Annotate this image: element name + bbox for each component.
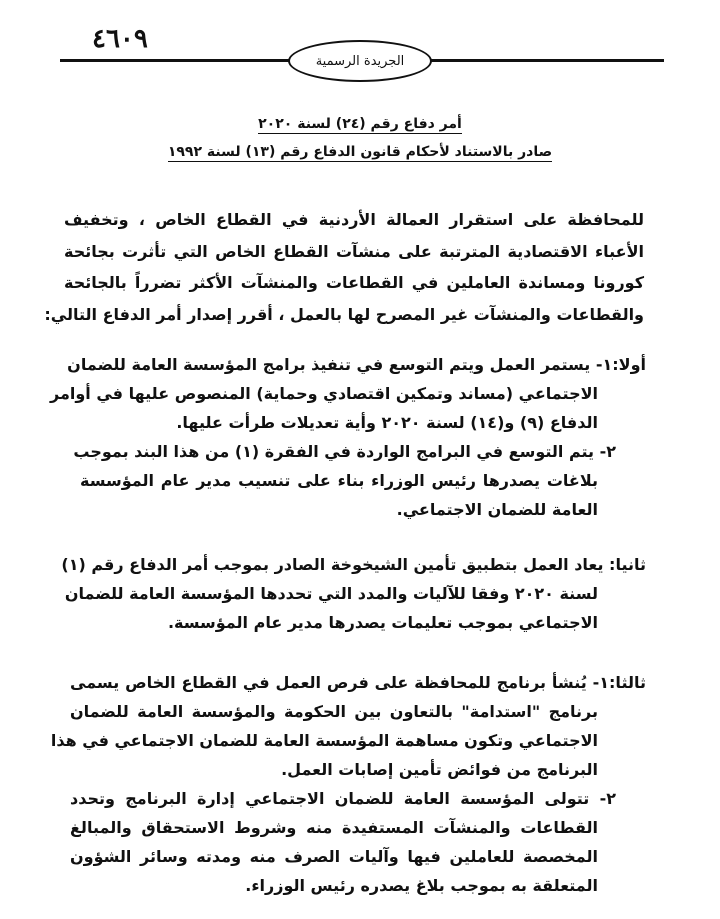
preamble-line: الأعباء الاقتصادية المترتبة على منشآت القطاع الخاص التي تأثرت بجائحة	[64, 241, 644, 261]
clause-second	[61, 550, 646, 637]
clause-line: الاجتماعي بموجب تعليمات يصدرها مدير عام المؤسسة.	[167, 613, 598, 632]
clause-line: بلاغات يصدرها رئيس الوزراء بناء على تنسيب مدير عام المؤسسة	[80, 471, 598, 490]
preamble-line: والقطاعات والمنشآت غير المصرح لها بالعمل ، أقرر إصدار أمر الدفاع التالي:	[44, 304, 644, 324]
clause-line: ٢- يتم التوسع في البرامج الواردة في الفقرة (١) من هذا البند بموجب	[73, 442, 616, 461]
preamble	[44, 204, 644, 330]
clause-line: الدفاع (٩) و(١٤) لسنة ٢٠٢٠ وأية تعديلات طرأت عليها.	[176, 413, 598, 432]
clause-line: البرنامج من فوائض تأمين إصابات العمل.	[281, 760, 598, 779]
page-number: ٤٦٠٩	[92, 24, 148, 54]
clause-line: ثانيا: يعاد العمل بتطبيق تأمين الشيخوخة الصادر بموجب أمر الدفاع رقم (١)	[61, 555, 646, 574]
clause-line: المتعلقة به بموجب بلاغ يصدره رئيس الوزراء.	[245, 876, 598, 895]
clause-third	[50, 668, 646, 900]
order-subtitle: صادر بالاستناد لأحكام قانون الدفاع رقم (١٣) لسنة ١٩٩٢	[167, 144, 553, 160]
preamble-line: للمحافظة على استقرار العمالة الأردنية في القطاع الخاص ، وتخفيف	[64, 210, 644, 229]
clause-line: الاجتماعي (مساند وتمكين اقتصادي وحماية) المنصوص عليها في أوامر	[50, 384, 598, 403]
clause-line: ٢- تتولى المؤسسة العامة للضمان الاجتماعي إدارة البرنامج وتحدد	[70, 789, 616, 808]
clause-line: العامة للضمان الاجتماعي.	[396, 500, 598, 519]
publication-name: الجريدة الرسمية	[315, 53, 405, 69]
clause-first	[50, 350, 646, 524]
clause-line: ثالثا:١- يُنشأ برنامج للمحافظة على فرص العمل في القطاع الخاص يسمى	[70, 673, 646, 692]
order-title: أمر دفاع رقم (٢٤) لسنة ٢٠٢٠	[258, 116, 462, 132]
clause-line: لسنة ٢٠٢٠ وفقا للآليات والمدد التي تحددها المؤسسة العامة للضمان	[64, 584, 598, 603]
preamble-line: كورونا ومساندة العاملين في القطاعات والمنشآت الأكثر تضرراً بالجائحة	[64, 273, 644, 292]
clause-line: الاجتماعي وتكون مساهمة المؤسسة العامة للضمان الاجتماعي في هذا	[50, 731, 598, 750]
clause-line: المخصصة للعاملين فيها وآليات الصرف منه ومدته وسائر الشؤون	[70, 847, 598, 866]
clause-line: أولا:١- يستمر العمل ويتم التوسع في تنفيذ برامج المؤسسة العامة للضمان	[67, 355, 646, 374]
publication-emblem	[288, 40, 432, 82]
clause-line: القطاعات والمنشآت المستفيدة منه وشروط الاستحقاق والمبالغ	[70, 818, 598, 837]
clause-line: برنامج "استدامة" بالتعاون بين الحكومة والمؤسسة العامة للضمان	[70, 702, 598, 721]
